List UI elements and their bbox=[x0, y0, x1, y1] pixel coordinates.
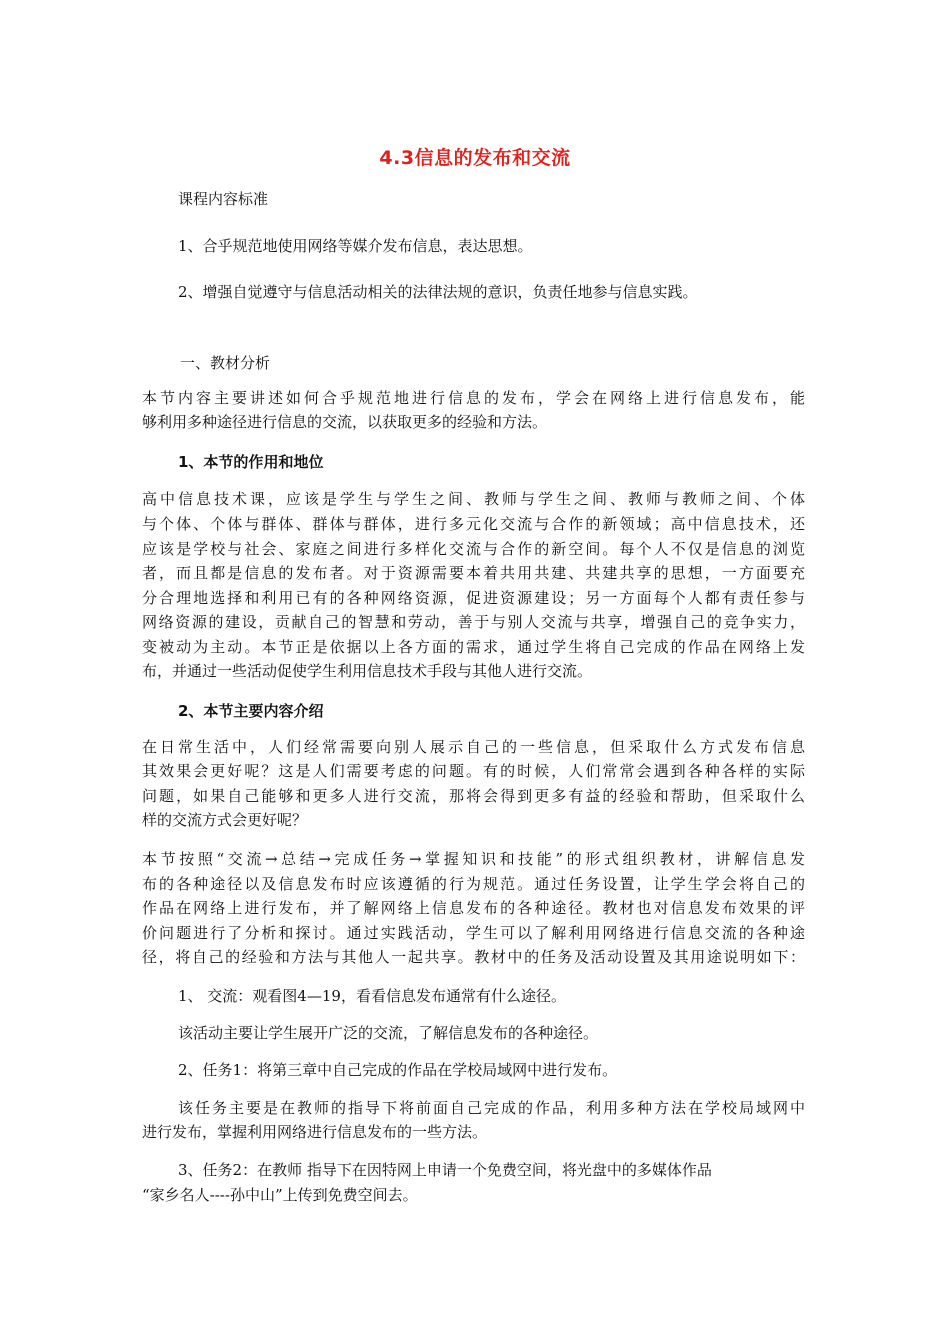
page-title: 4.3信息的发布和交流 bbox=[379, 147, 571, 169]
content-p1-line-2: 其效果会更好呢？这是人们需要考虑的问题。有的时候，人们常常会遇到各种各样的实际 bbox=[142, 762, 805, 780]
activity-item-2: 2、任务1：将第三章中自己完成的作品在学校局域网中进行发布。 bbox=[178, 1061, 618, 1079]
role-line-3: 应该是学校与社会、家庭之间进行多样化交流与合作的新空间。每个人不仅是信息的浏览 bbox=[142, 540, 805, 558]
activity-item-1-desc: 该活动主要让学生展开广泛的交流，了解信息发布的各种途径。 bbox=[178, 1024, 599, 1042]
activity-item-2-desc-line-1: 该任务主要是在教师的指导下将前面自己完成的作品，利用多种方法在学校局域网中 bbox=[178, 1099, 805, 1117]
subheading-content: 2、本节主要内容介绍 bbox=[178, 702, 324, 720]
standard-item-1: 1、合乎规范地使用网络等媒介发布信息，表达思想。 bbox=[178, 237, 533, 255]
role-line-6: 网络资源的建设，贡献自己的智慧和劳动，善于与别人交流与共享，增强自己的竞争实力， bbox=[142, 613, 805, 631]
content-p2-line-5: 径，将自己的经验和方法与其他人一起共享。教材中的任务及活动设置及其用途说明如下： bbox=[142, 948, 805, 966]
section-heading-analysis: 一、教材分析 bbox=[180, 354, 271, 372]
content-p2-line-3: 作品在网络上进行发布，并了解网络上信息发布的各种途径。教材也对信息发布效果的评 bbox=[142, 899, 805, 917]
role-line-2: 与个体、个体与群体、群体与群体，进行多元化交流与合作的新领域；高中信息技术，还 bbox=[142, 515, 805, 533]
role-line-8: 布，并通过一些活动促使学生利用信息技术手段与其他人进行交流。 bbox=[142, 662, 593, 680]
content-p1-line-4: 样的交流方式会更好呢？ bbox=[142, 811, 308, 829]
role-line-5: 分合理地选择和利用已有的各种网络资源，促进资源建设；另一方面每个人都有责任参与 bbox=[142, 589, 805, 607]
content-p2-line-4: 价问题进行了分析和探讨。通过实践活动，学生可以了解利用网络进行信息交流的各种途 bbox=[142, 924, 805, 942]
activity-item-3-line-1: 3、任务2：在教师 指导下在因特网上申请一个免费空间，将光盘中的多媒体作品 bbox=[178, 1161, 712, 1179]
content-p1-line-1: 在日常生活中，人们经常需要向别人展示自己的一些信息，但采取什么方式发布信息 bbox=[142, 738, 805, 756]
activity-item-3-line-2: “家乡名人----孙中山”上传到免费空间去。 bbox=[142, 1186, 418, 1204]
standard-heading: 课程内容标准 bbox=[178, 190, 269, 208]
content-p2-line-2: 布的各种途径以及信息发布时应该遵循的行为规范。通过任务设置，让学生学会将自己的 bbox=[142, 875, 805, 893]
intro-line-1: 本节内容主要讲述如何合乎规范地进行信息的发布，学会在网络上进行信息发布，能 bbox=[142, 389, 805, 407]
subheading-role: 1、本节的作用和地位 bbox=[178, 453, 324, 471]
role-line-4: 者，而且都是信息的发布者。对于资源需要本着共用共建、共建共享的思想，一方面要充 bbox=[142, 564, 805, 582]
content-p2-line-1: 本节按照“交流→总结→完成任务→掌握知识和技能”的形式组织教材，讲解信息发 bbox=[142, 850, 805, 868]
content-p1-line-3: 问题，如果自己能够和更多人进行交流，那将会得到更多有益的经验和帮助，但采取什么 bbox=[142, 787, 805, 805]
intro-line-2: 够利用多种途径进行信息的交流，以获取更多的经验和方法。 bbox=[142, 413, 548, 431]
activity-item-1: 1、 交流：观看图4—19，看看信息发布通常有什么途径。 bbox=[178, 987, 566, 1005]
standard-item-2: 2、增强自觉遵守与信息活动相关的法律法规的意识，负责任地参与信息实践。 bbox=[178, 283, 698, 301]
role-line-7: 变被动为主动。本节正是依据以上各方面的需求，通过学生将自己完成的作品在网络上发 bbox=[142, 638, 805, 656]
activity-item-2-desc-line-2: 进行发布，掌握利用网络进行信息发布的一些方法。 bbox=[142, 1123, 488, 1141]
role-line-1: 高中信息技术课，应该是学生与学生之间、教师与学生之间、教师与教师之间、个体 bbox=[142, 490, 805, 508]
